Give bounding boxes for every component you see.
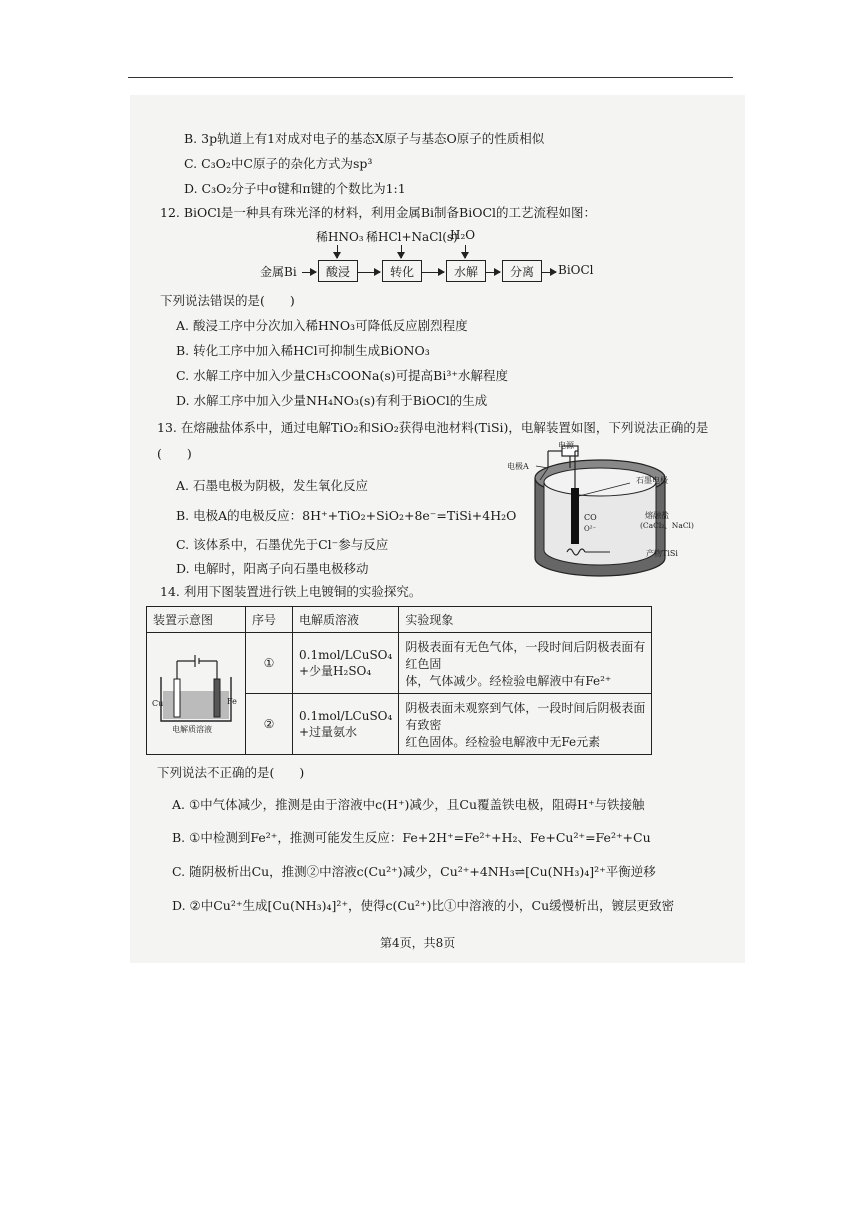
q14-question: 下列说法不正确的是( ) — [157, 765, 305, 780]
q13-stem-paren: ( ) — [157, 446, 192, 461]
flow-arrow — [302, 272, 316, 273]
row-2-observation-line1: 阴极表面未观察到气体，一段时间后阴极表面有致密 — [405, 700, 646, 732]
flow-step-separate: 分离 — [502, 260, 542, 282]
row-2-observation-line2: 红色固体。经检验电解液中无Fe元素 — [405, 734, 601, 749]
flow-start: 金属Bi — [260, 265, 297, 279]
q12-option-b: B. 转化工序中加入稀HCl可抑制生成BiONO₃ — [176, 343, 430, 358]
flow-end: BiOCl — [558, 263, 594, 277]
table-header-row — [147, 607, 652, 633]
row-1-solution-line1: 0.1mol/LCuSO₄ — [299, 647, 393, 662]
electrolysis-cell-diagram — [500, 438, 700, 588]
device-diagram-cell — [147, 633, 246, 755]
q14-option-d: D. ②中Cu²⁺生成[Cu(NH₃)₄]²⁺，使得c(Cu²⁺)比①中溶液的小，Cu缓慢析出，镀层更致密 — [172, 898, 675, 913]
flow-arrow — [358, 272, 380, 273]
header-device: 装置示意图 — [147, 607, 246, 633]
label-electrode-a: 电极A — [507, 462, 529, 471]
row-2-solution-line1: 0.1mol/LCuSO₄ — [299, 708, 393, 723]
q14-experiment-table — [146, 606, 652, 755]
q14-option-c: C. 随阴极析出Cu，推测②中溶液c(Cu²⁺)减少，Cu²⁺+4NH₃⇌[Cu(NH₃)₄]²⁺平衡逆移 — [172, 864, 656, 879]
q13-option-d: D. 电解时，阳离子向石墨电极移动 — [176, 561, 369, 576]
table-row — [147, 633, 652, 694]
reagent-hcl-nacl: 稀HCl+NaCl(s) — [366, 230, 458, 244]
row-2-number: ② — [246, 694, 293, 755]
row-1-observation-line1: 阴极表面有无色气体，一段时间后阴极表面有红色固 — [405, 639, 646, 671]
label-molten-salt: 熔融盐 — [645, 511, 669, 520]
row-2-solution — [293, 694, 399, 755]
row-2-solution-line2: +过量氨水 — [299, 724, 358, 739]
q12-stem: 12. BiOCl是一种具有珠光泽的材料，利用金属Bi制备BiOCl的工艺流程如图： — [160, 205, 597, 220]
q13-option-b: B. 电极A的电极反应：8H⁺+TiO₂+SiO₂+8e⁻=TiSi+4H₂O — [176, 508, 517, 523]
flow-arrow — [422, 272, 444, 273]
flow-step-convert: 转化 — [382, 260, 422, 282]
row-1-number: ① — [246, 633, 293, 694]
flow-step-hydrolysis: 水解 — [446, 260, 486, 282]
flow-step-acid-leach: 酸浸 — [318, 260, 358, 282]
row-1-observation-line2: 体，气体减少。经检验电解液中有Fe²⁺ — [405, 673, 612, 688]
device-label-cu: Cu — [152, 699, 164, 708]
flow-arrow-down — [401, 245, 402, 258]
header-rule — [128, 77, 733, 78]
q14-option-a: A. ①中气体减少，推测是由于溶液中c(H⁺)减少，且Cu覆盖铁电极，阻碍H⁺与铁接触 — [172, 797, 645, 812]
flow-arrow-down — [465, 245, 466, 258]
label-molten-salt-composition: (CaCl₂、NaCl) — [640, 521, 694, 530]
row-1-solution-line2: +少量H₂SO₄ — [299, 663, 372, 678]
row-1-observation — [399, 633, 652, 694]
q12-question: 下列说法错误的是( ) — [160, 293, 295, 308]
page-number: 第4页，共8页 — [380, 936, 456, 950]
q13-option-a: A. 石墨电极为阴极，发生氧化反应 — [176, 478, 368, 493]
header-phenomenon: 实验现象 — [399, 607, 652, 633]
row-2-observation — [399, 694, 652, 755]
q12-option-d: D. 水解工序中加入少量NH₄NO₃(s)有利于BiOCl的生成 — [176, 393, 488, 408]
row-1-solution — [293, 633, 399, 694]
header-electrolyte: 电解质溶液 — [293, 607, 399, 633]
q11-option-b: B. 3p轨道上有1对成对电子的基态X原子与基态O原子的性质相似 — [184, 131, 545, 146]
label-power-source: 电源 — [558, 441, 574, 450]
flow-arrow — [486, 272, 500, 273]
q13-option-c: C. 该体系中，石墨优先于Cl⁻参与反应 — [176, 537, 389, 552]
q12-option-c: C. 水解工序中加入少量CH₃COONa(s)可提高Bi³⁺水解程度 — [176, 368, 508, 383]
q13-stem: 13. 在熔融盐体系中，通过电解TiO₂和SiO₂获得电池材料(TiSi)，电解装置如图，下列说法正确的是 — [157, 420, 709, 435]
label-oxide-ion: O²⁻ — [584, 525, 597, 533]
label-co: CO — [584, 513, 597, 522]
reagent-h2o: H₂O — [450, 228, 476, 242]
label-graphite-electrode: 石墨电极 — [636, 476, 668, 485]
q14-stem: 14. 利用下图装置进行铁上电镀铜的实验探究。 — [160, 584, 422, 599]
q12-option-a: A. 酸浸工序中分次加入稀HNO₃可降低反应剧烈程度 — [176, 318, 468, 333]
reagent-hno3: 稀HNO₃ — [316, 230, 364, 244]
q11-option-c: C. C₃O₂中C原子的杂化方式为sp³ — [184, 156, 373, 171]
flow-arrow — [542, 272, 556, 273]
device-label-fe: Fe — [227, 697, 237, 706]
flow-arrow-down — [337, 245, 338, 258]
label-product-tisi: 产物TiSi — [646, 549, 678, 558]
q11-option-d: D. C₃O₂分子中σ键和π键的个数比为1:1 — [184, 181, 406, 196]
header-number: 序号 — [246, 607, 293, 633]
q14-option-b: B. ①中检测到Fe²⁺，推测可能发生反应：Fe+2H⁺=Fe²⁺+H₂、Fe+Cu²⁺=Fe²⁺+Cu — [172, 830, 651, 845]
device-label-electrolyte: 电解质溶液 — [172, 725, 212, 734]
